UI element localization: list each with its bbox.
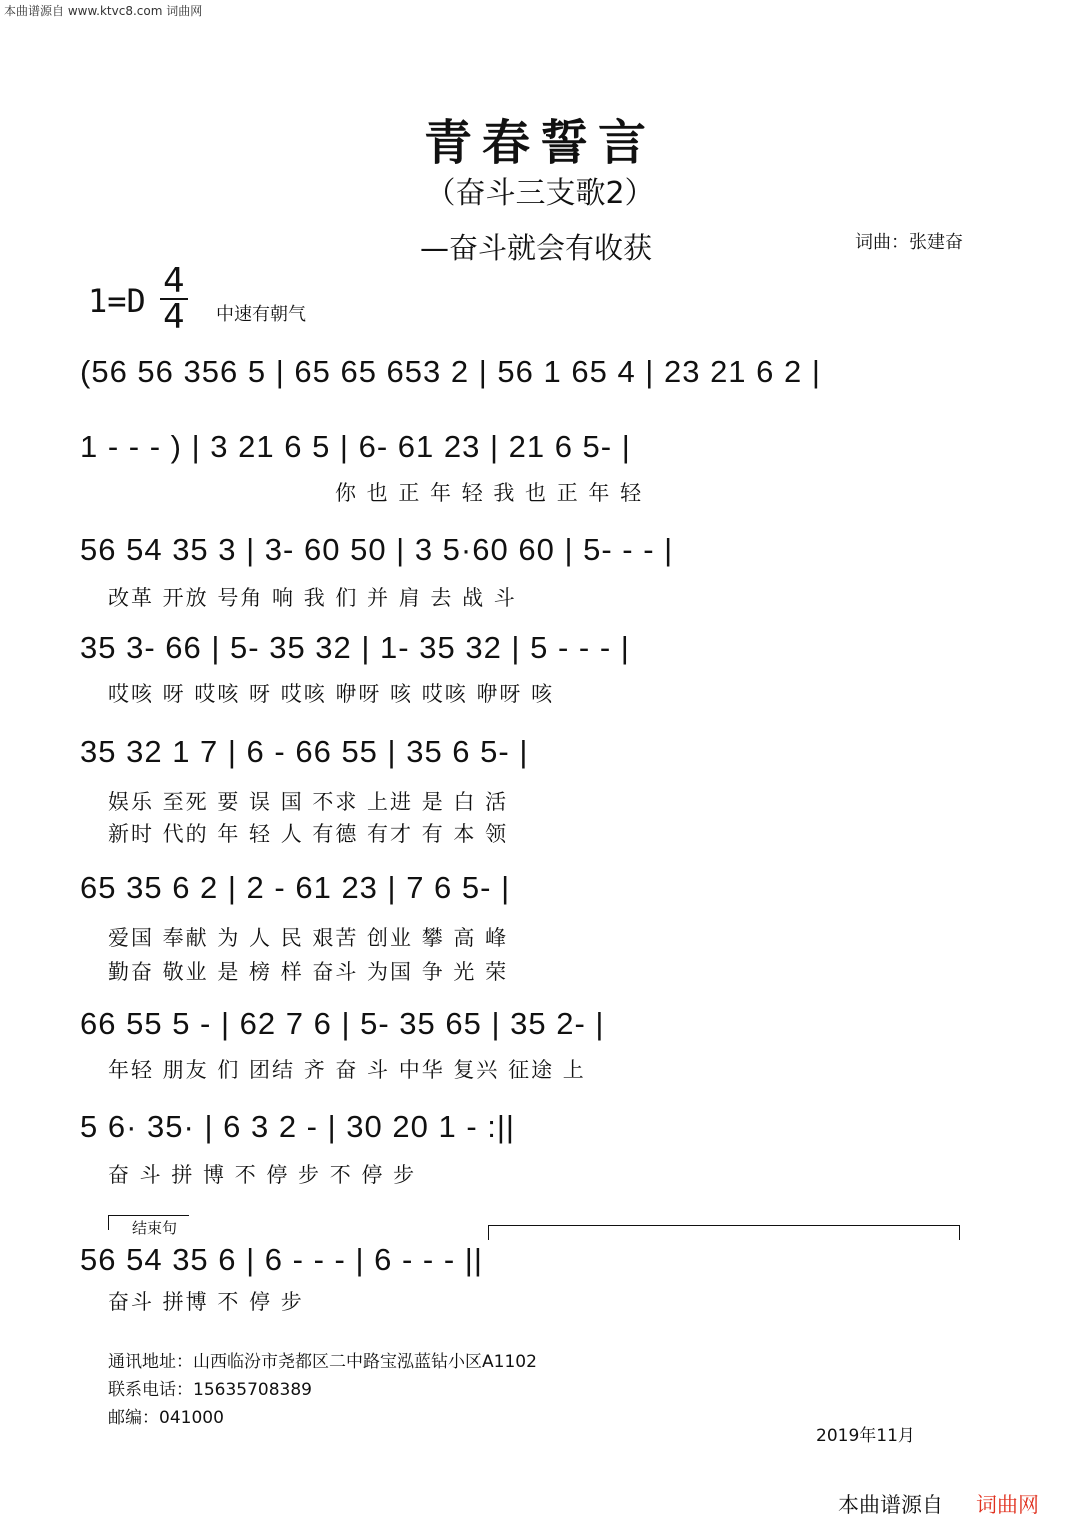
watermark-bottom-site: 本曲谱源自 [838,1493,943,1517]
notes: 5 6· 35· | 6 3 2 - | 30 20 1 - :|| [80,1109,515,1144]
lyrics: 奋斗 拼博 不 停 步 [108,1290,304,1314]
notes: (56 56 356 5 | 65 65 653 2 | 56 1 65 4 | 23 21 6 2 | [80,354,821,389]
notes: 65 35 6 2 | 2 - 61 23 | 7 6 5- | [80,870,511,905]
date: 2019年11月 [816,1426,915,1446]
notes: 35 32 1 7 | 6 - 66 55 | 35 6 5- | [80,734,529,769]
score-line-1 [80,350,1000,420]
lyrics: 哎咳 呀 哎咳 呀 哎咳 咿呀 咳 哎咳 咿呀 咳 [108,682,555,706]
score-line-4 [80,626,1000,716]
watermark-top: 本曲谱源自 www.ktvc8.com 词曲网 [4,4,203,18]
song-subtitle: （奋斗三支歌2） [425,176,655,211]
lyrics: 奋 斗 拼 博 不 停 步 不 停 步 [108,1163,417,1187]
notes: 56 54 35 6 | 6 - - - | 6 - - - || [80,1242,483,1277]
address: 通讯地址：山西临汾市尧都区二中路宝泓蓝钻小区A1102 [108,1352,537,1372]
phone: 联系电话：15635708389 [108,1380,312,1400]
key-signature: 1=D [88,282,146,320]
time-top: 4 [163,261,185,301]
notes: 35 3- 66 | 5- 35 32 | 1- 35 32 | 5 - - - | [80,630,630,665]
footer-contact [108,1348,537,1432]
lyrics-verse-1: 娱乐 至死 要 误 国 不求 上进 是 白 活 [108,790,509,814]
notes: 56 54 35 3 | 3- 60 50 | 3 5·60 60 | 5- - - | [80,532,674,567]
time-signature [158,261,190,337]
watermark-bottom-brand: 词曲网 [976,1493,1039,1517]
ending-label: 结束句 [132,1219,178,1237]
notes: 66 55 5 - | 62 7 6 | 5- 35 65 | 35 2- | [80,1006,605,1041]
notes: 1 - - - ) | 3 21 6 5 | 6- 61 23 | 21 6 5- | [80,429,631,464]
lyrics-verse-2: 勤奋 敬业 是 榜 样 奋斗 为国 争 光 荣 [108,960,509,984]
lyrics-verse-1: 爱国 奉献 为 人 民 艰苦 创业 攀 高 峰 [108,926,509,950]
lyrics: 你 也 正 年 轻 我 也 正 年 轻 [335,481,644,505]
score-line-7 [80,1002,1000,1092]
postcode: 邮编：041000 [108,1408,224,1428]
score-line-8 [80,1105,1000,1195]
score-line-6 [80,866,1000,986]
lyrics-verse-2: 新时 代的 年 轻 人 有德 有才 有 本 领 [108,822,509,846]
song-subtitle-2: —奋斗就会有收获 [420,231,653,265]
score-line-9-ending [80,1212,1000,1322]
time-bottom: 4 [163,297,185,337]
song-title: 青春誓言 [423,115,656,171]
score-line-3 [80,528,1000,618]
score-line-5 [80,730,1000,850]
lyrics: 年轻 朋友 们 团结 齐 奋 斗 中华 复兴 征途 上 [108,1058,586,1082]
tempo-marking: 中速有朝气 [216,304,306,325]
lyrics: 改革 开放 号角 响 我 们 并 肩 去 战 斗 [108,586,517,610]
score-line-2 [80,425,1000,515]
ending-bracket-right [488,1225,960,1240]
credit: 词曲：张建奋 [855,232,963,253]
